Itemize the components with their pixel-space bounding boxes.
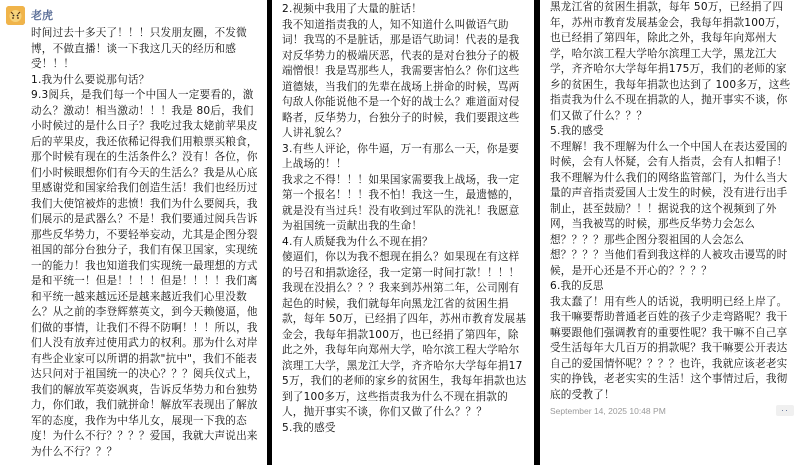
more-options-icon[interactable]: ·· — [776, 405, 794, 416]
post-text-part-3: 黑龙江省的贫困生捐款，每年 50万，已经捐了四年，苏州市教育发展基金会，我每年捐款100万，也已经捐了第四年，除此之外，我每年向郑州大学，哈尔滨工程大学哈尔滨理工大学，黑龙江大学，齐齐哈尔大学每年捐175万，我们的老师的家乡的贫困生，我每年捐款也达到了 100多万，这些指责我为什么不现在捐款的人，抛开事实不谈，你们又做了什么？？？ 5.我的感受 不理解！我不理解为什么一个中国人在表达爱国的时候，会有人怀疑，会有人指责，会有人扣帽子！我不理解为什么我们的网络监管部门，为什么当大量的声音指责爱国人士发生的时候，没有进行出手制止，甚至鼓励？！！据说我的这个视频到了外网，当我被骂的时候，那些反华势力会怎么想？？？？那些企图分裂祖国的人会怎么想？？？？当他们看到我这样的人被攻击谩骂的时候，是开心还是不开心的？？？？ 6.我的反思 我太蠢了！用有些人的话说，我明明已经上岸了。我干嘛要帮助普通老百姓的孩子少走弯路呢？我干嘛要跟他们强调教育的重要性呢？我干嘛不自己享受生活每年大几百万的捐款呢？我干嘛要公开表达自己的爱国情怀呢？？？？也许，我就应该老老实实的挣钱，老老实实的生活！这个事情过后，我彻底的受教了！ — [550, 1, 791, 401]
post-text-part-2: 2.视频中我用了大量的脏话！ 我不知道指责我的人，知不知道什么叫做语气助词！我骂的不是脏话，那是语气助词！代表的是我对反华势力的极端厌恶，代表的是对台独分子的极端憎恨！我是骂那些人，我需要害怕么？你们这些道德婊，当我们的先辈在战场上拼命的时候，骂两句敌人你能说他不是一个好的战士么？难道面对侵略者，反华势力，台独分子的时候，我们要跟这些人讲礼貌么？ 3.有些人评论，你牛逼，万一有那么一天，你是要上战场的！！ 我求之不得！！！如果国家需要我上战场，我一定第一个报名！！！我不怕！我这一生，最遗憾的，就是没有当过兵！没有收到过军队的洗礼！我愿意为祖国统一贡献出我的生命！ 4.有人质疑我为什么不现在捐？ 傻逼们，你以为我不想现在捐么？如果现在有这样的号召和捐款途径，我一定第一时间打款！！！！我现在没捐么？？？我来到苏州第二年，公司刚有起色的时候，我们就每年向黑龙江省的贫困生捐款，每年 50万，已经捐了四年，苏州市教育发展基金会，我每年捐款100万，也已经捐了第四年，除此之外，我每年向郑州大学，哈尔滨工程大学哈尔滨理工大学，黑龙江大学，齐齐哈尔大学每年捐175万，我们的老师的家乡的贫困生，我每年捐款也达到了100多万，这些指责我为什么不现在捐款的人，抛开事实不谈，你们又做了什么？？？ 5.我的感受 — [282, 3, 527, 434]
post-header — [6, 4, 261, 26]
post-text-part-1: 时间过去十多天了！！！只发朋友圈，不发微博，不做直播！谈一下我这几天的经历和感受！！！ 1.我为什么要说那句话？ 9.3阅兵，是我们每一个中国人一定要看的，激动么？激动！相当激动！！！我是 80后，我们小时候过的是什么日子？我吃过我太姥前苹果皮后的苹果皮，我还依稀记得我们用粮票买粮食，那个时候有现在的生活条件么？没有！各位，你们小时候眼想你们有今天的生活么？我是从心底里感谢党和国家给我们创造生活！我们也经历过我们大使馆被炸的悲愤！我们为什么要阅兵，我们展示的是武器么？不是！我们要通过阅兵告诉那些反华势力，不要轻举妄动，尤其是企图分裂祖国的部分台独分子，我们有保卫国家，实现统一的能力！我也知道我们实现统一最理想的方式是和平统一！但是！！！！但是！！！！我们离和平统一越来越远还是越来越近我们心里没数么？从之前的李登辉蔡英文，到今天赖傻逼，他们做的事情，让我们不得不防啊！！！所以，我们人没有放弃过使用武力的权利。那为什么对岸有些企业家可以所谓的捐款"抗中"，我们不能表达只问对于祖国统一的决心？？？阅兵仪式上，我们的解放军英姿飒爽，告诉反华势力和台独势力，你们敢，我们就拼命！解放军表现出了解放军的态度，我作为中华儿女，展现一下我的态度！为什么不行？？？？爱国，我就大声说出来为什么不行？？？ — [31, 27, 258, 458]
tiger-avatar-icon — [6, 6, 25, 25]
author-name[interactable]: 老虎 — [31, 9, 53, 22]
post-footer — [550, 405, 794, 416]
avatar[interactable] — [6, 6, 25, 25]
post-panel-1 — [0, 0, 267, 465]
post-timestamp: September 14, 2025 10:48 PM — [550, 405, 666, 416]
post-panel-2 — [272, 0, 534, 465]
post-panel-3 — [540, 0, 800, 465]
